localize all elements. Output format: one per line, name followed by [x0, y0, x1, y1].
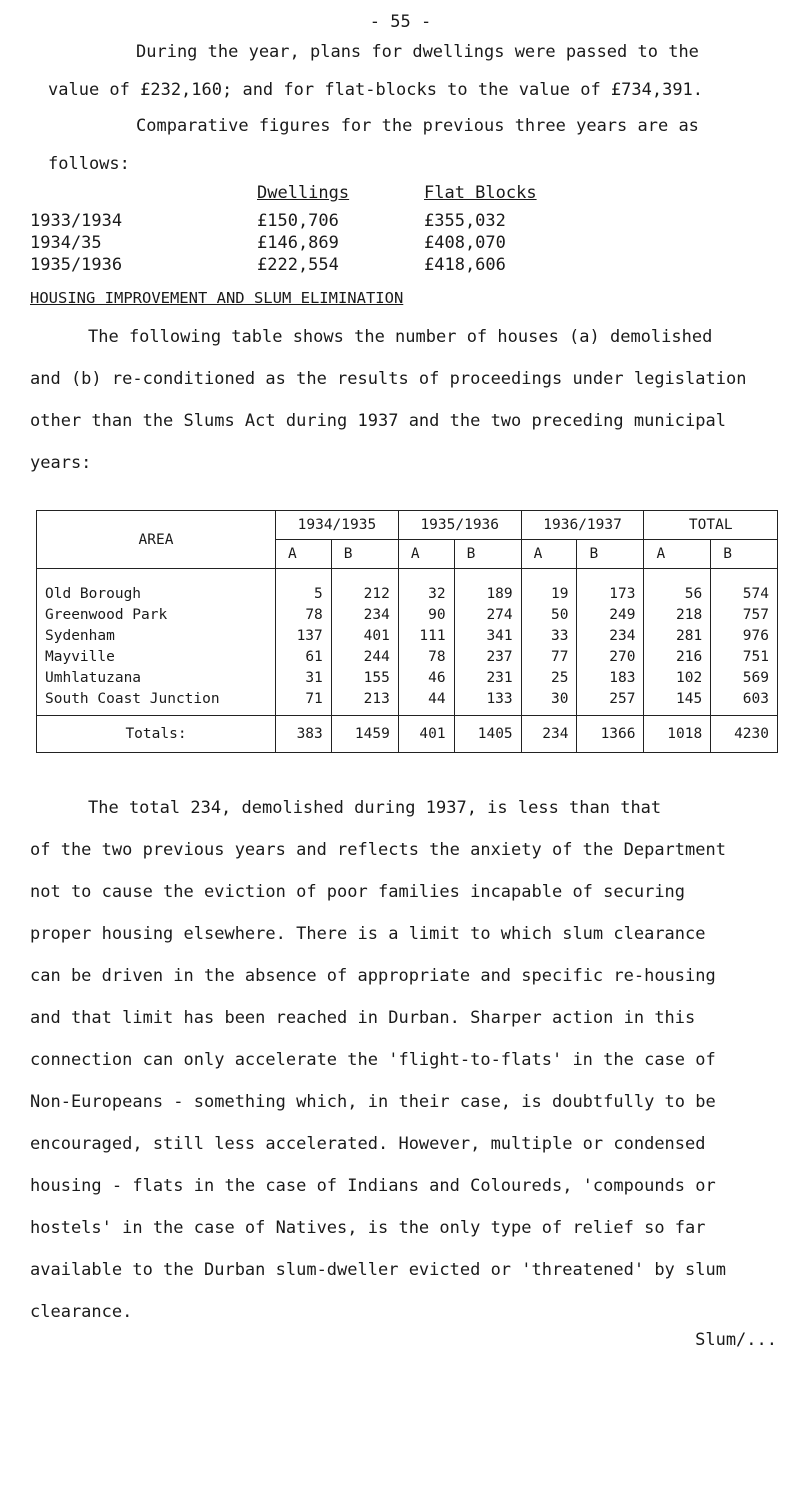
table-cell: 137: [276, 625, 332, 646]
table-cell: 145: [644, 688, 711, 716]
table-cell: 274: [454, 604, 521, 625]
table-cell: 237: [454, 646, 521, 667]
table-intro-line-2: and (b) re-conditioned as the results of proceedings under legislation: [30, 369, 747, 389]
table-cell: 111: [398, 625, 454, 646]
table-cell: 19: [521, 569, 577, 605]
table-cell: 44: [398, 688, 454, 716]
closing-line-2: of the two previous years and reflects the anxiety of the Department: [30, 840, 726, 860]
table-cell: 341: [454, 625, 521, 646]
period-header-total: TOTAL: [644, 511, 778, 540]
catchword: Slum/...: [695, 1330, 777, 1350]
section-heading: HOUSING IMPROVEMENT AND SLUM ELIMINATION: [30, 289, 404, 307]
table-cell: 751: [711, 646, 778, 667]
table-cell: 56: [644, 569, 711, 605]
comparative-year-1: 1933/1934: [30, 211, 123, 231]
closing-line-13: clearance.: [30, 1302, 133, 1322]
housing-table: [36, 510, 778, 753]
subheader-b: B: [454, 540, 521, 569]
closing-line-7: connection can only accelerate the 'flight-to-flats' in the case of: [30, 1050, 716, 1070]
period-header-1935-1936: 1935/1936: [398, 511, 521, 540]
subheader-b: B: [331, 540, 398, 569]
table-cell: 78: [276, 604, 332, 625]
closing-line-6: and that limit has been reached in Durban. Sharper action in this: [30, 1008, 696, 1028]
table-cell: 61: [276, 646, 332, 667]
comparative-flats-3: £418,606: [424, 255, 506, 275]
table-cell: 401: [331, 625, 398, 646]
table-cell: 32: [398, 569, 454, 605]
table-cell: 257: [577, 688, 644, 716]
table-cell: 569: [711, 667, 778, 688]
total-cell: 234: [521, 716, 577, 753]
table-cell: 30: [521, 688, 577, 716]
flat-blocks-header: Flat Blocks: [424, 183, 537, 203]
table-cell: 281: [644, 625, 711, 646]
total-cell: 1459: [331, 716, 398, 753]
comparative-year-3: 1935/1936: [30, 255, 123, 275]
table-cell: 231: [454, 667, 521, 688]
subheader-a: A: [398, 540, 454, 569]
intro-line-2: value of £232,160; and for flat-blocks to the value of £734,391.: [48, 80, 704, 100]
table-cell: 173: [577, 569, 644, 605]
table-cell: 189: [454, 569, 521, 605]
table-cell: 213: [331, 688, 398, 716]
table-row: [37, 688, 778, 716]
total-cell: 1405: [454, 716, 521, 753]
table-cell: 90: [398, 604, 454, 625]
total-cell: 401: [398, 716, 454, 753]
table-cell: 249: [577, 604, 644, 625]
total-cell: 1366: [577, 716, 644, 753]
table-cell: 25: [521, 667, 577, 688]
total-cell: 1018: [644, 716, 711, 753]
area-name: Sydenham: [37, 625, 276, 646]
closing-line-4: proper housing elsewhere. There is a limit to which slum clearance: [30, 924, 706, 944]
table-cell: 757: [711, 604, 778, 625]
table-cell: 234: [331, 604, 398, 625]
table-cell: 234: [577, 625, 644, 646]
table-cell: 71: [276, 688, 332, 716]
page-number: - 55 -: [369, 12, 432, 32]
closing-line-8: Non-Europeans - something which, in their case, is doubtfully to be: [30, 1092, 716, 1112]
dwellings-header: Dwellings: [257, 183, 350, 203]
table-cell: 133: [454, 688, 521, 716]
subheader-a: A: [276, 540, 332, 569]
totals-label: Totals:: [37, 716, 276, 753]
closing-line-12: available to the Durban slum-dweller evicted or 'threatened' by slum: [30, 1260, 726, 1280]
table-cell: 244: [331, 646, 398, 667]
closing-line-1: The total 234, demolished during 1937, is less than that: [88, 798, 662, 818]
comparative-flats-1: £355,032: [424, 211, 506, 231]
total-cell: 4230: [711, 716, 778, 753]
table-cell: 102: [644, 667, 711, 688]
subheader-a: A: [644, 540, 711, 569]
table-row: [37, 646, 778, 667]
comparative-year-2: 1934/35: [30, 233, 102, 253]
intro-line-1: During the year, plans for dwellings were passed to the: [136, 42, 699, 62]
subheader-a: A: [521, 540, 577, 569]
table-row: [37, 569, 778, 605]
subheader-b: B: [577, 540, 644, 569]
comparative-lead-line-1: Comparative figures for the previous three years are as: [136, 116, 699, 136]
table-cell: 77: [521, 646, 577, 667]
table-cell: 574: [711, 569, 778, 605]
period-header-1934-1935: 1934/1935: [276, 511, 399, 540]
table-cell: 31: [276, 667, 332, 688]
table-cell: 212: [331, 569, 398, 605]
area-name: Greenwood Park: [37, 604, 276, 625]
table-row: [37, 604, 778, 625]
table-cell: 976: [711, 625, 778, 646]
table-cell: 78: [398, 646, 454, 667]
area-name: South Coast Junction: [37, 688, 276, 716]
table-cell: 155: [331, 667, 398, 688]
table-cell: 603: [711, 688, 778, 716]
table-intro-line-3: other than the Slums Act during 1937 and the two preceding municipal: [30, 411, 726, 431]
comparative-dwellings-3: £222,554: [257, 255, 339, 275]
table-cell: 270: [577, 646, 644, 667]
subheader-b: B: [711, 540, 778, 569]
table-cell: 33: [521, 625, 577, 646]
totals-row: [37, 716, 778, 753]
area-name: Mayville: [37, 646, 276, 667]
comparative-dwellings-1: £150,706: [257, 211, 339, 231]
closing-line-3: not to cause the eviction of poor families incapable of securing: [30, 882, 686, 902]
table-cell: 183: [577, 667, 644, 688]
table-cell: 50: [521, 604, 577, 625]
area-name: Umhlatuzana: [37, 667, 276, 688]
comparative-dwellings-2: £146,869: [257, 233, 339, 253]
table-cell: 216: [644, 646, 711, 667]
area-name: Old Borough: [37, 569, 276, 605]
area-header: AREA: [37, 511, 276, 569]
closing-line-10: housing - flats in the case of Indians and Coloureds, 'compounds or: [30, 1176, 716, 1196]
closing-line-9: encouraged, still less accelerated. However, multiple or condensed: [30, 1134, 706, 1154]
period-header-1936-1937: 1936/1937: [521, 511, 644, 540]
table-row: [37, 625, 778, 646]
comparative-flats-2: £408,070: [424, 233, 506, 253]
comparative-lead-line-2: follows:: [48, 154, 130, 174]
table-intro-line-4: years:: [30, 453, 92, 473]
table-cell: 218: [644, 604, 711, 625]
table-cell: 46: [398, 667, 454, 688]
table-cell: 5: [276, 569, 332, 605]
table-intro-line-1: The following table shows the number of houses (a) demolished: [88, 327, 713, 347]
closing-line-11: hostels' in the case of Natives, is the only type of relief so far: [30, 1218, 706, 1238]
table-row: [37, 667, 778, 688]
total-cell: 383: [276, 716, 332, 753]
closing-line-5: can be driven in the absence of appropriate and specific re-housing: [30, 966, 716, 986]
